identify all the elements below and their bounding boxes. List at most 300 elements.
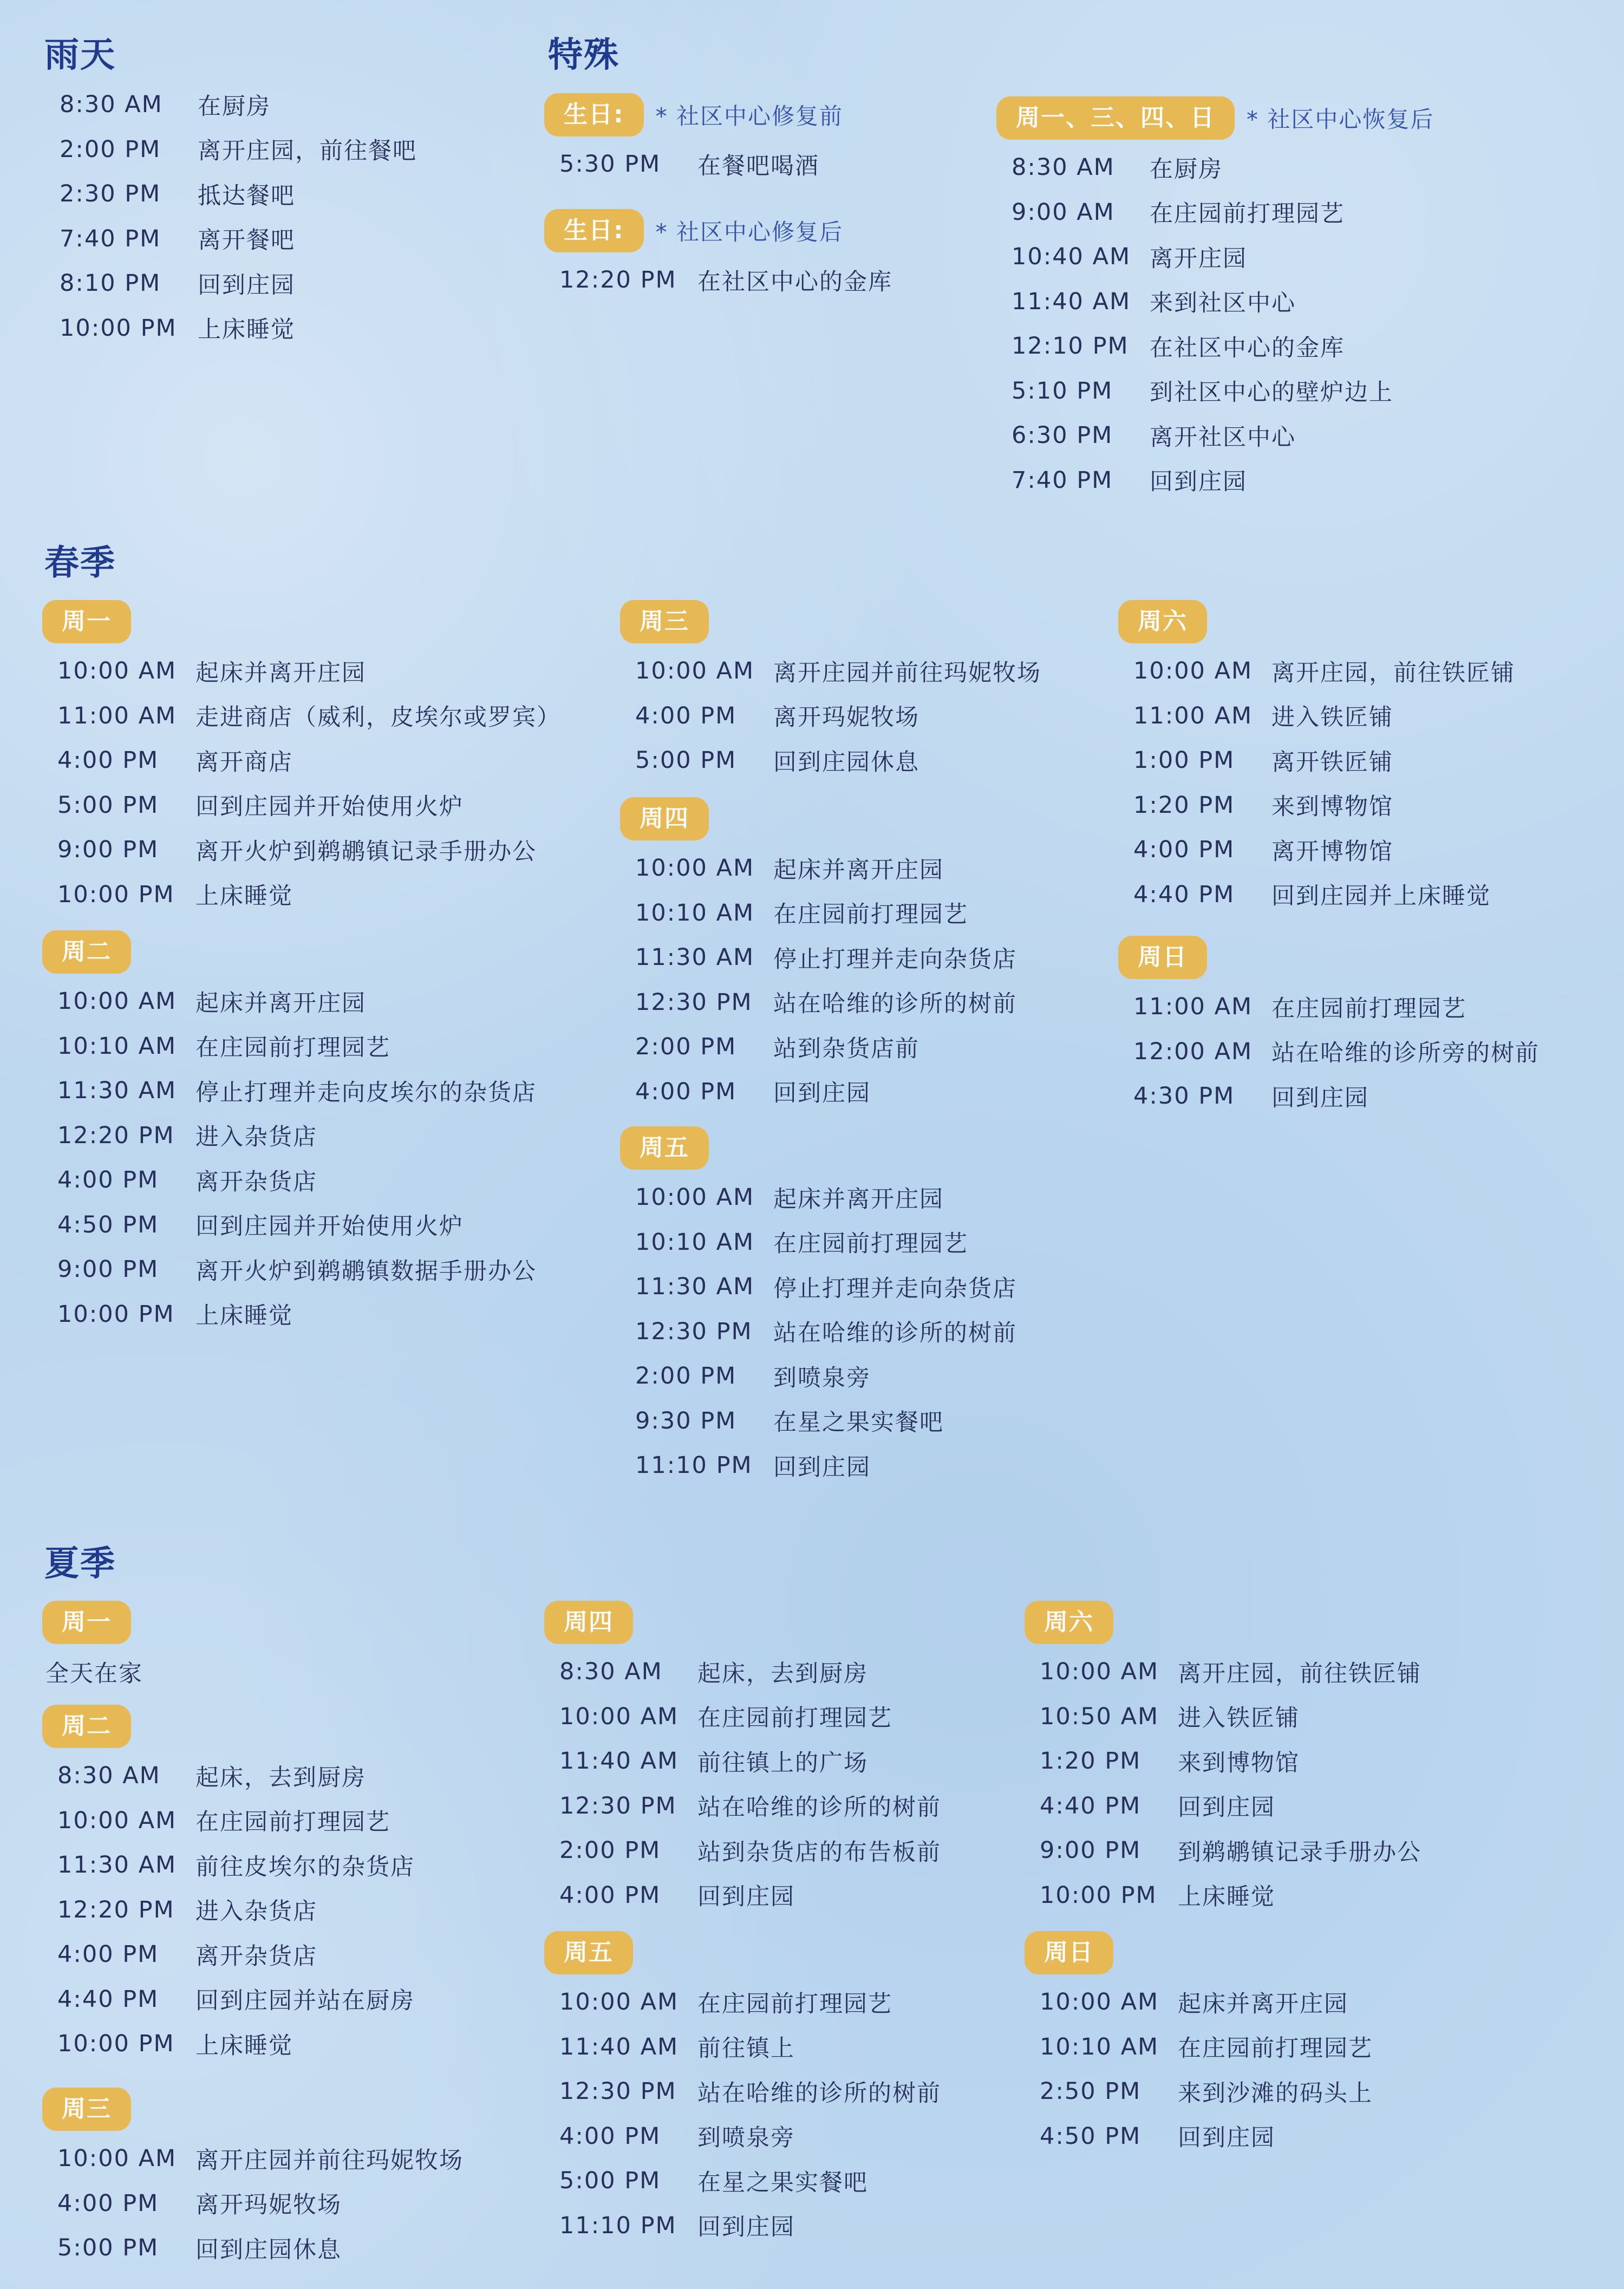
schedule-desc: 离开杂货店 bbox=[195, 1942, 317, 1970]
summer-sat bbox=[1025, 1601, 1421, 1918]
schedule-time: 4:00 PM bbox=[57, 1941, 159, 1968]
schedule-time: 4:40 PM bbox=[57, 1985, 159, 2013]
schedule-time: 9:00 AM bbox=[1012, 198, 1115, 226]
schedule-time: 12:00 AM bbox=[1133, 1038, 1253, 1065]
schedule-desc: 站在哈维的诊所的树前 bbox=[697, 2079, 941, 2107]
schedule-time: 12:30 PM bbox=[635, 988, 753, 1016]
schedule-row bbox=[996, 190, 1434, 235]
schedule-time: 8:30 AM bbox=[559, 1658, 663, 1686]
summer-sun bbox=[1025, 1931, 1373, 2158]
schedule-row bbox=[996, 234, 1434, 279]
day-pill-sat: 周六 bbox=[1025, 1601, 1113, 1644]
summer-mon-text: 全天在家 bbox=[45, 1660, 143, 1687]
spring-thu-rows bbox=[620, 846, 1017, 1114]
schedule-desc: 站在哈维的诊所旁的树前 bbox=[1271, 1040, 1540, 1067]
schedule-row bbox=[44, 82, 417, 127]
schedule-desc: 起床，去到厨房 bbox=[697, 1660, 868, 1687]
special-title: 特殊 bbox=[548, 35, 619, 75]
special-b-rows bbox=[544, 258, 892, 303]
schedule-row bbox=[42, 649, 561, 694]
schedule-desc: 在庄园前打理园艺 bbox=[1271, 995, 1466, 1022]
schedule-time: 10:00 AM bbox=[559, 1703, 679, 1730]
schedule-desc: 在星之果实餐吧 bbox=[773, 1409, 944, 1437]
schedule-desc: 回到庄园 bbox=[1150, 468, 1247, 496]
rainy-schedule bbox=[44, 82, 417, 350]
schedule-desc: 上床睡觉 bbox=[195, 2032, 293, 2059]
schedule-time: 10:00 AM bbox=[57, 2145, 177, 2173]
schedule-row bbox=[620, 980, 1017, 1025]
special-a-rows bbox=[544, 142, 843, 187]
spring-title: 春季 bbox=[44, 543, 116, 583]
schedule-desc: 离开玛妮牧场 bbox=[773, 704, 919, 732]
schedule-time: 2:00 PM bbox=[635, 1033, 737, 1061]
schedule-time: 5:00 PM bbox=[57, 791, 159, 819]
schedule-desc: 在厨房 bbox=[198, 93, 271, 120]
spring-wed bbox=[620, 600, 1041, 783]
schedule-desc: 来到社区中心 bbox=[1150, 290, 1296, 317]
day-pill-thu: 周四 bbox=[620, 797, 709, 840]
special-after-repair bbox=[544, 209, 892, 303]
schedule-row bbox=[620, 649, 1041, 694]
schedule-desc: 起床，去到厨房 bbox=[195, 1764, 366, 1791]
schedule-row bbox=[620, 694, 1041, 739]
schedule-desc: 站在哈维的诊所的树前 bbox=[697, 1794, 941, 1822]
schedule-desc: 在餐吧喝酒 bbox=[697, 152, 819, 180]
schedule-row bbox=[42, 1068, 537, 1113]
birthday-pill: 生日: bbox=[544, 93, 644, 136]
summer-wed-rows bbox=[42, 2136, 464, 2271]
summer-sun-rows bbox=[1025, 1980, 1373, 2158]
schedule-time: 11:40 AM bbox=[559, 2033, 679, 2060]
schedule-row bbox=[42, 738, 561, 783]
schedule-desc: 停止打理并走向皮埃尔的杂货店 bbox=[195, 1079, 537, 1106]
schedule-desc: 在庄园前打理园艺 bbox=[195, 1034, 390, 1062]
schedule-desc: 离开商店 bbox=[195, 748, 293, 776]
schedule-time: 10:00 AM bbox=[635, 657, 755, 685]
schedule-time: 10:10 AM bbox=[635, 1228, 755, 1256]
schedule-time: 5:00 PM bbox=[635, 747, 737, 774]
schedule-time: 11:10 PM bbox=[635, 1452, 753, 1479]
schedule-row bbox=[1118, 694, 1515, 739]
schedule-desc: 站到杂货店前 bbox=[773, 1035, 919, 1062]
schedule-row bbox=[544, 1828, 941, 1873]
schedule-desc: 在厨房 bbox=[1150, 155, 1223, 183]
schedule-desc: 回到庄园 bbox=[1178, 1794, 1275, 1822]
schedule-row bbox=[1025, 1784, 1421, 1829]
spring-wed-rows bbox=[620, 649, 1041, 783]
schedule-desc: 离开庄园，前往铁匠铺 bbox=[1271, 659, 1515, 687]
schedule-row bbox=[42, 2226, 464, 2271]
day-pill-mon: 周一 bbox=[42, 1601, 131, 1644]
spring-mon-rows bbox=[42, 649, 561, 917]
schedule-desc: 在庄园前打理园艺 bbox=[697, 1705, 892, 1732]
schedule-row bbox=[620, 1399, 1017, 1444]
schedule-row bbox=[996, 369, 1434, 414]
schedule-row bbox=[1118, 872, 1515, 917]
schedule-desc: 来到沙滩的码头上 bbox=[1178, 2079, 1373, 2107]
schedule-desc: 离开铁匠铺 bbox=[1271, 748, 1393, 776]
schedule-time: 4:00 PM bbox=[57, 2189, 159, 2217]
schedule-desc: 上床睡觉 bbox=[195, 883, 293, 910]
schedule-desc: 离开庄园，前往餐吧 bbox=[198, 138, 417, 165]
special-restored bbox=[996, 96, 1434, 503]
schedule-row bbox=[544, 1694, 941, 1739]
schedule-time: 12:30 PM bbox=[635, 1318, 753, 1345]
summer-wed bbox=[42, 2088, 464, 2271]
spring-tue-rows bbox=[42, 979, 537, 1336]
schedule-desc: 来到博物馆 bbox=[1178, 1749, 1300, 1777]
schedule-desc: 站到杂货店的布告板前 bbox=[697, 1838, 941, 1866]
spring-sat-rows bbox=[1118, 649, 1515, 917]
schedule-desc: 回到庄园休息 bbox=[195, 2236, 342, 2264]
spring-sat bbox=[1118, 600, 1515, 917]
spring-mon bbox=[42, 600, 561, 917]
schedule-desc: 回到庄园 bbox=[773, 1080, 871, 1107]
schedule-row bbox=[996, 279, 1434, 324]
schedule-desc: 上床睡觉 bbox=[198, 316, 295, 344]
schedule-desc: 离开庄园，前往铁匠铺 bbox=[1178, 1660, 1421, 1687]
schedule-row bbox=[42, 1113, 537, 1158]
schedule-desc: 前往皮埃尔的杂货店 bbox=[195, 1853, 415, 1881]
schedule-row bbox=[544, 1784, 941, 1829]
schedule-row bbox=[44, 127, 417, 172]
schedule-desc: 上床睡觉 bbox=[195, 1302, 293, 1330]
day-pill-tue: 周二 bbox=[42, 1705, 131, 1748]
schedule-row bbox=[620, 935, 1017, 980]
rainy-title: 雨天 bbox=[44, 35, 116, 75]
schedule-time: 11:00 AM bbox=[57, 702, 177, 729]
schedule-desc: 在庄园前打理园艺 bbox=[697, 1990, 892, 2018]
schedule-time: 9:00 PM bbox=[57, 1256, 159, 1283]
schedule-time: 8:10 PM bbox=[60, 270, 161, 297]
schedule-time: 10:10 AM bbox=[635, 899, 755, 927]
schedule-row bbox=[1025, 2114, 1373, 2159]
schedule-desc: 站在哈维的诊所的树前 bbox=[773, 990, 1017, 1018]
schedule-desc: 在庄园前打理园艺 bbox=[1178, 2035, 1373, 2063]
schedule-desc: 在庄园前打理园艺 bbox=[1150, 200, 1345, 228]
schedule-row bbox=[1118, 783, 1515, 828]
schedule-desc: 起床并离开庄园 bbox=[773, 1185, 944, 1213]
schedule-row bbox=[1025, 2069, 1373, 2114]
schedule-time: 4:40 PM bbox=[1040, 1792, 1142, 1820]
schedule-time: 4:00 PM bbox=[559, 2122, 661, 2150]
schedule-time: 11:30 AM bbox=[635, 1273, 755, 1301]
schedule-row bbox=[1118, 1029, 1540, 1074]
schedule-time: 10:00 PM bbox=[57, 2030, 175, 2058]
schedule-desc: 进入杂货店 bbox=[195, 1124, 317, 1151]
schedule-desc: 在庄园前打理园艺 bbox=[773, 901, 968, 929]
schedule-time: 5:30 PM bbox=[559, 151, 661, 178]
schedule-time: 4:50 PM bbox=[1040, 2122, 1142, 2150]
schedule-desc: 进入铁匠铺 bbox=[1178, 1705, 1300, 1732]
schedule-desc: 走进商店（威利，皮埃尔或罗宾） bbox=[195, 704, 561, 732]
schedule-time: 12:30 PM bbox=[559, 2078, 677, 2105]
schedule-desc: 起床并离开庄园 bbox=[195, 659, 366, 687]
schedule-time: 11:00 AM bbox=[1133, 993, 1253, 1021]
schedule-desc: 进入铁匠铺 bbox=[1271, 704, 1393, 732]
schedule-time: 8:30 AM bbox=[57, 1762, 161, 1790]
schedule-desc: 回到庄园 bbox=[697, 2214, 795, 2241]
schedule-desc: 到喷泉旁 bbox=[773, 1364, 871, 1392]
schedule-time: 1:00 PM bbox=[1133, 747, 1235, 774]
schedule-time: 12:30 PM bbox=[559, 1792, 677, 1820]
day-pill-tue: 周二 bbox=[42, 930, 131, 974]
schedule-row bbox=[42, 694, 561, 739]
schedule-time: 10:00 AM bbox=[1040, 1988, 1159, 2016]
schedule-time: 10:10 AM bbox=[1040, 2033, 1159, 2060]
day-pill-sun: 周日 bbox=[1118, 936, 1207, 979]
schedule-time: 11:40 AM bbox=[1012, 288, 1131, 315]
schedule-row bbox=[620, 1175, 1017, 1220]
schedule-time: 9:00 PM bbox=[57, 836, 159, 864]
schedule-time: 12:20 PM bbox=[559, 266, 677, 294]
schedule-row bbox=[544, 258, 892, 303]
schedule-row bbox=[42, 1024, 537, 1069]
schedule-desc: 回到庄园并开始使用火炉 bbox=[195, 1213, 464, 1241]
schedule-row bbox=[42, 1843, 415, 1888]
schedule-row bbox=[42, 1977, 415, 2022]
schedule-time: 11:10 PM bbox=[559, 2212, 677, 2239]
weekday-pill: 周一、三、四、日 bbox=[996, 96, 1235, 140]
schedule-time: 10:00 AM bbox=[635, 855, 755, 882]
schedule-time: 10:00 AM bbox=[57, 1807, 177, 1834]
spring-fri-rows bbox=[620, 1175, 1017, 1488]
day-pill-thu: 周四 bbox=[544, 1601, 633, 1644]
schedule-time: 12:20 PM bbox=[57, 1121, 175, 1149]
schedule-time: 10:00 AM bbox=[635, 1184, 755, 1211]
schedule-desc: 停止打理并走向杂货店 bbox=[773, 1275, 1017, 1302]
special-before-repair bbox=[544, 93, 843, 187]
schedule-time: 12:20 PM bbox=[57, 1896, 175, 1923]
schedule-row bbox=[620, 1354, 1017, 1399]
schedule-row bbox=[544, 1873, 941, 1918]
schedule-time: 11:40 AM bbox=[559, 1747, 679, 1775]
schedule-desc: 回到庄园并开始使用火炉 bbox=[195, 793, 464, 821]
summer-thu-rows bbox=[544, 1649, 941, 1918]
schedule-row bbox=[42, 2181, 464, 2226]
schedule-desc: 前往镇上 bbox=[697, 2035, 795, 2063]
summer-thu bbox=[544, 1601, 941, 1918]
summer-sat-rows bbox=[1025, 1649, 1421, 1918]
schedule-time: 11:30 AM bbox=[57, 1851, 177, 1879]
schedule-row bbox=[544, 2114, 941, 2159]
schedule-time: 5:00 PM bbox=[559, 2167, 661, 2195]
schedule-row bbox=[544, 2203, 941, 2248]
schedule-time: 10:00 AM bbox=[57, 988, 177, 1015]
schedule-time: 4:00 PM bbox=[635, 1078, 737, 1105]
schedule-time: 5:10 PM bbox=[1012, 377, 1113, 405]
schedule-row bbox=[996, 458, 1434, 503]
spring-sun-rows bbox=[1118, 984, 1540, 1119]
schedule-desc: 在星之果实餐吧 bbox=[697, 2169, 868, 2196]
restored-note: * 社区中心恢复后 bbox=[1247, 106, 1434, 133]
schedule-row bbox=[42, 827, 561, 872]
schedule-desc: 上床睡觉 bbox=[1178, 1883, 1275, 1911]
schedule-desc: 在庄园前打理园艺 bbox=[773, 1230, 968, 1258]
schedule-time: 11:30 AM bbox=[57, 1077, 177, 1105]
schedule-desc: 离开博物馆 bbox=[1271, 838, 1393, 865]
schedule-row bbox=[620, 1264, 1017, 1309]
schedule-row bbox=[42, 1932, 415, 1977]
schedule-row bbox=[42, 2021, 415, 2066]
schedule-time: 10:00 AM bbox=[559, 1988, 679, 2016]
schedule-time: 11:30 AM bbox=[635, 944, 755, 971]
schedule-desc: 在社区中心的金库 bbox=[1150, 334, 1345, 362]
schedule-row bbox=[620, 1443, 1017, 1488]
schedule-desc: 在社区中心的金库 bbox=[697, 268, 892, 296]
schedule-row bbox=[44, 172, 417, 217]
schedule-desc: 回到庄园 bbox=[1178, 2124, 1275, 2152]
schedule-time: 4:50 PM bbox=[57, 1211, 159, 1238]
schedule-row bbox=[996, 413, 1434, 458]
schedule-row bbox=[42, 979, 537, 1024]
schedule-time: 8:30 AM bbox=[60, 91, 163, 119]
schedule-time: 10:50 AM bbox=[1040, 1703, 1159, 1730]
schedule-time: 10:00 PM bbox=[1040, 1881, 1157, 1909]
day-pill-sat: 周六 bbox=[1118, 600, 1207, 643]
schedule-time: 4:00 PM bbox=[57, 747, 159, 774]
day-pill-sun: 周日 bbox=[1025, 1931, 1113, 1974]
schedule-row bbox=[544, 1739, 941, 1784]
schedule-time: 6:30 PM bbox=[1012, 422, 1113, 449]
schedule-row bbox=[42, 783, 561, 828]
schedule-row bbox=[620, 1309, 1017, 1354]
schedule-row bbox=[42, 1247, 537, 1292]
schedule-time: 10:10 AM bbox=[57, 1032, 177, 1060]
schedule-row bbox=[620, 891, 1017, 936]
summer-fri-rows bbox=[544, 1980, 941, 2248]
schedule-row bbox=[44, 217, 417, 262]
schedule-desc: 回到庄园并站在厨房 bbox=[195, 1987, 415, 2015]
schedule-time: 10:00 PM bbox=[57, 881, 175, 908]
schedule-row bbox=[42, 1203, 537, 1248]
schedule-desc: 离开杂货店 bbox=[195, 1168, 317, 1196]
schedule-row bbox=[1025, 1694, 1421, 1739]
schedule-time: 7:40 PM bbox=[1012, 466, 1113, 494]
schedule-row bbox=[42, 1753, 415, 1798]
schedule-time: 12:10 PM bbox=[1012, 332, 1129, 360]
schedule-row bbox=[1025, 2025, 1373, 2070]
summer-tue bbox=[42, 1705, 415, 2066]
schedule-time: 9:30 PM bbox=[635, 1407, 737, 1434]
schedule-time: 10:00 AM bbox=[1040, 1658, 1159, 1686]
schedule-row bbox=[1025, 1828, 1421, 1873]
schedule-time: 8:30 AM bbox=[1012, 154, 1115, 181]
summer-tue-rows bbox=[42, 1753, 415, 2066]
schedule-time: 4:30 PM bbox=[1133, 1082, 1235, 1110]
summer-fri bbox=[544, 1931, 941, 2248]
schedule-row bbox=[1025, 1649, 1421, 1694]
schedule-time: 10:40 AM bbox=[1012, 243, 1131, 271]
schedule-desc: 到鹈鹕镇记录手册办公 bbox=[1178, 1838, 1421, 1866]
schedule-desc: 站在哈维的诊所的树前 bbox=[773, 1320, 1017, 1347]
schedule-time: 7:40 PM bbox=[60, 225, 161, 252]
schedule-desc: 到喷泉旁 bbox=[697, 2124, 795, 2152]
schedule-desc: 到社区中心的壁炉边上 bbox=[1150, 379, 1393, 407]
schedule-row bbox=[1118, 1074, 1540, 1119]
schedule-row bbox=[1025, 1739, 1421, 1784]
schedule-desc: 离开餐吧 bbox=[198, 227, 295, 255]
schedule-row bbox=[544, 2158, 941, 2203]
schedule-time: 5:00 PM bbox=[57, 2234, 159, 2262]
schedule-desc: 抵达餐吧 bbox=[198, 182, 295, 210]
schedule-desc: 回到庄园并上床睡觉 bbox=[1271, 883, 1491, 910]
schedule-desc: 离开玛妮牧场 bbox=[195, 2192, 342, 2219]
after-repair-note: * 社区中心修复后 bbox=[655, 219, 843, 245]
schedule-time: 10:00 AM bbox=[57, 657, 177, 685]
spring-thu bbox=[620, 797, 1017, 1114]
schedule-desc: 离开火炉到鹈鹕镇记录手册办公 bbox=[195, 838, 537, 865]
schedule-row bbox=[996, 145, 1434, 190]
schedule-time: 2:00 PM bbox=[635, 1362, 737, 1390]
schedule-desc: 前往镇上的广场 bbox=[697, 1749, 868, 1777]
day-pill-wed: 周三 bbox=[42, 2088, 131, 2131]
schedule-row bbox=[544, 2025, 941, 2070]
schedule-row bbox=[42, 1888, 415, 1933]
schedule-time: 10:00 AM bbox=[1133, 657, 1253, 685]
schedule-row bbox=[620, 1025, 1017, 1069]
schedule-row bbox=[1025, 1873, 1421, 1918]
schedule-desc: 回到庄园休息 bbox=[773, 748, 919, 776]
schedule-time: 10:00 PM bbox=[57, 1300, 175, 1328]
schedule-desc: 来到博物馆 bbox=[1271, 793, 1393, 821]
schedule-desc: 回到庄园 bbox=[198, 271, 295, 299]
schedule-row bbox=[42, 1292, 537, 1337]
schedule-row bbox=[1118, 738, 1515, 783]
schedule-desc: 起床并离开庄园 bbox=[195, 989, 366, 1017]
special-c-rows bbox=[996, 145, 1434, 503]
day-pill-mon: 周一 bbox=[42, 600, 131, 643]
schedule-desc: 离开庄园并前往玛妮牧场 bbox=[773, 659, 1041, 687]
schedule-desc: 离开社区中心 bbox=[1150, 423, 1296, 451]
schedule-desc: 回到庄园 bbox=[773, 1453, 871, 1481]
schedule-time: 4:00 PM bbox=[57, 1166, 159, 1194]
schedule-row bbox=[996, 324, 1434, 369]
schedule-time: 9:00 PM bbox=[1040, 1837, 1142, 1864]
schedule-time: 1:20 PM bbox=[1133, 791, 1235, 819]
schedule-time: 10:00 PM bbox=[60, 314, 177, 342]
schedule-desc: 起床并离开庄园 bbox=[1178, 1990, 1348, 2018]
schedule-row bbox=[44, 261, 417, 306]
day-pill-fri: 周五 bbox=[620, 1126, 709, 1170]
schedule-row bbox=[544, 142, 843, 187]
schedule-row bbox=[620, 1220, 1017, 1265]
schedule-time: 2:50 PM bbox=[1040, 2078, 1142, 2105]
schedule-row bbox=[42, 2136, 464, 2181]
schedule-row bbox=[42, 872, 561, 917]
schedule-desc: 离开庄园 bbox=[1150, 245, 1247, 272]
schedule-row bbox=[1118, 649, 1515, 694]
schedule-time: 2:30 PM bbox=[60, 180, 161, 208]
day-pill-fri: 周五 bbox=[544, 1931, 633, 1974]
summer-mon bbox=[42, 1601, 143, 1694]
schedule-row bbox=[544, 1649, 941, 1694]
schedule-row bbox=[620, 846, 1017, 891]
schedule-desc: 回到庄园 bbox=[1271, 1084, 1369, 1112]
schedule-row bbox=[1118, 827, 1515, 872]
schedule-desc: 进入杂货店 bbox=[195, 1898, 317, 1926]
schedule-time: 2:00 PM bbox=[60, 135, 161, 163]
day-pill-wed: 周三 bbox=[620, 600, 709, 643]
schedule-time: 4:40 PM bbox=[1133, 881, 1235, 908]
schedule-time: 4:00 PM bbox=[559, 1881, 661, 1909]
schedule-time: 4:00 PM bbox=[635, 702, 737, 729]
schedule-time: 11:00 AM bbox=[1133, 702, 1253, 729]
schedule-row bbox=[620, 1069, 1017, 1114]
before-repair-note: * 社区中心修复前 bbox=[655, 103, 843, 129]
schedule-desc: 离开庄园并前往玛妮牧场 bbox=[195, 2147, 464, 2174]
spring-tue bbox=[42, 930, 537, 1336]
